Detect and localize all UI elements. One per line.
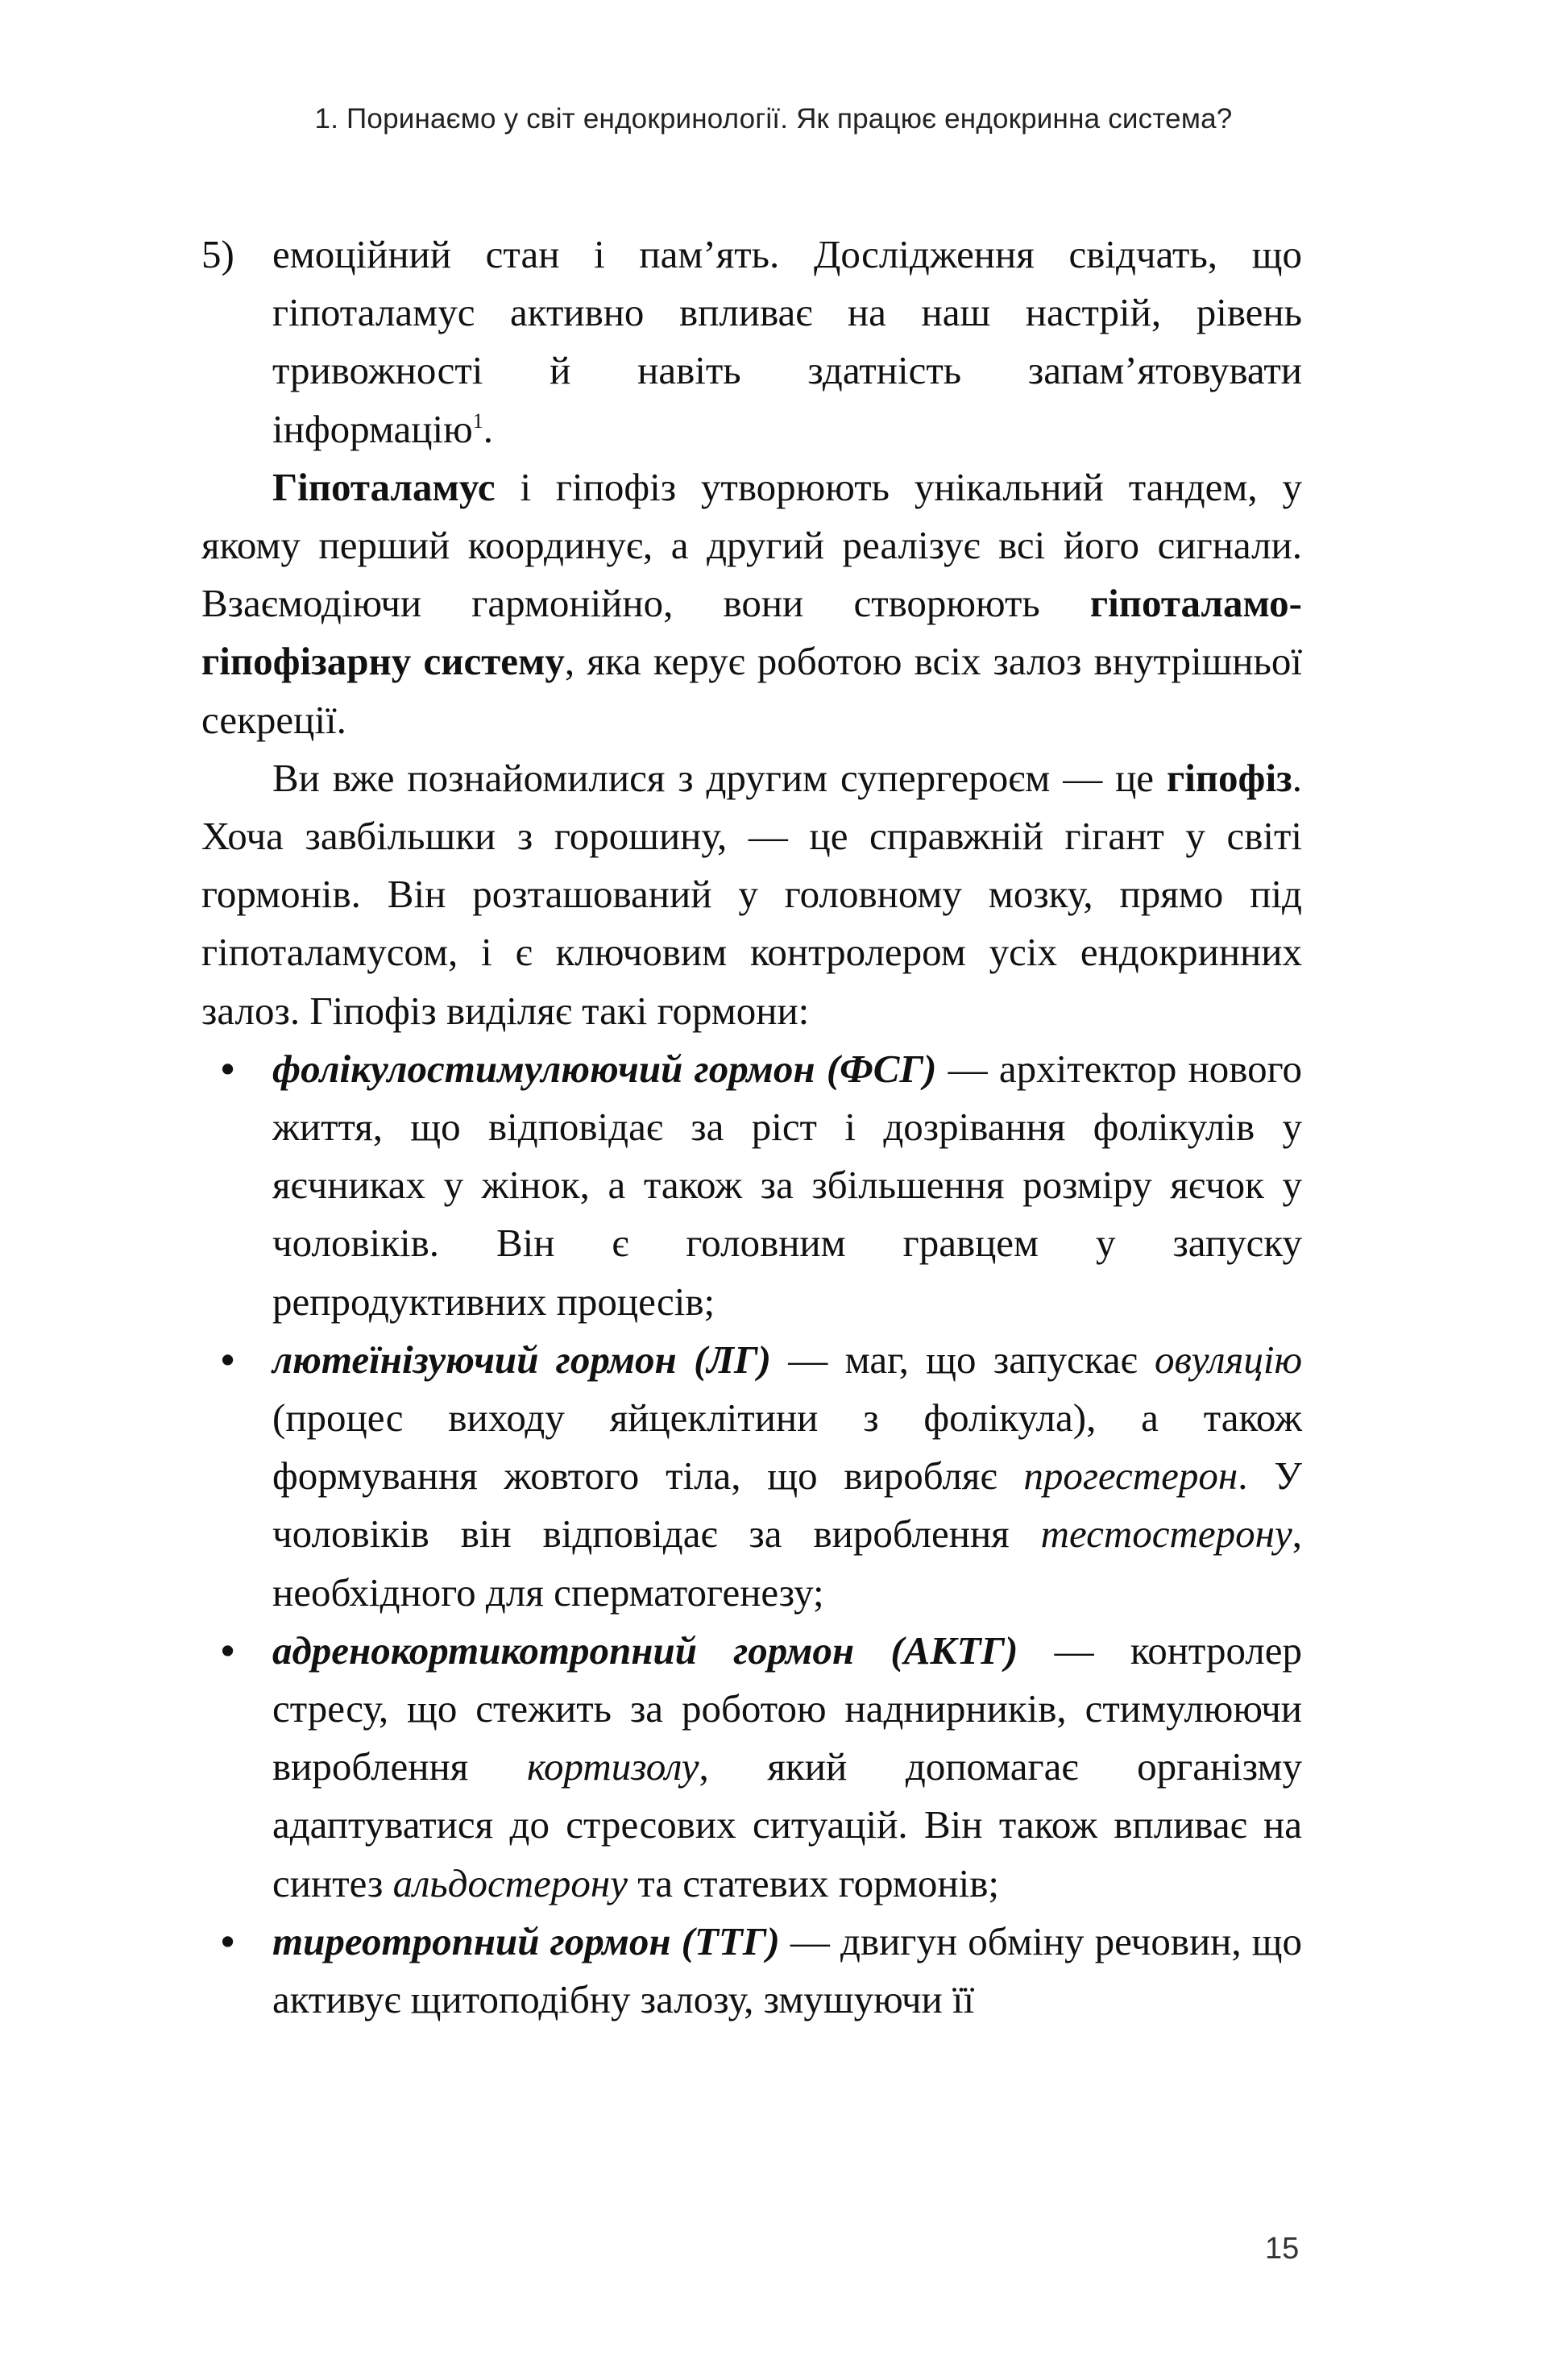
italic-term: кортизолу — [526, 1744, 699, 1789]
hormone-list — [201, 1040, 1302, 2029]
bold-term-pituitary: гіпофіз — [1166, 755, 1292, 800]
bold-term-hypothalamus: Гіпоталамус — [272, 464, 496, 509]
italic-term: овуляцію — [1154, 1337, 1302, 1382]
hormone-description: маг, що запускає — [844, 1337, 1155, 1382]
paragraph-text: і гіпофіз утворюють унікальний тандем, у якому перший координує, а другий реалізує всі його сигнали. Взаємодіючи гармонійно, вони створюють — [201, 464, 1302, 626]
hormone-description: , який допомагає організму адаптуватися до стресових ситуацій. Він також впливає на синтез — [272, 1744, 1302, 1905]
enum-marker: 5) — [201, 232, 234, 276]
hormone-description: архітектор нового життя, що відповідає за ріст і дозрівання фолікулів у яєчниках у жінок, а також за збільшення розміру яєчок у чоловіків. Він є головним гравцем у запуску репродуктивних процесів; — [272, 1046, 1302, 1324]
enum-item-end: . — [483, 406, 493, 451]
paragraph-text: . Хоча завбільшки з горошину, — це справжній гігант у світі гормонів. Він розташований у головному мозку, прямо під гіпоталамусом, і є ключовим контролером усіх ендокринних залоз. Гіпофіз виділяє такі гормони: — [201, 755, 1302, 1033]
paragraph-hypothalamus — [201, 458, 1302, 749]
list-item-tsh — [201, 1913, 1302, 2029]
list-item-lh — [201, 1331, 1302, 1622]
hormone-term: тиреотропний гормон (ТТГ) — [272, 1918, 780, 1963]
enumerated-item-5 — [201, 226, 1302, 458]
italic-term: прогестерон — [1023, 1453, 1238, 1499]
page-body — [201, 226, 1302, 2029]
running-head: 1. Поринаємо у світ ендокринології. Як працює ендокринна система? — [314, 103, 1233, 135]
bullet-icon: • — [221, 1337, 235, 1382]
em-dash: — — [1018, 1627, 1130, 1673]
hormone-description: двигун обміну речовин, що активує щитоподібну залозу, змушуючи її — [272, 1918, 1302, 2022]
hormone-description: (процес виходу яйцеклітини з фолікула), а також формування жовтого тіла, що виробляє — [272, 1395, 1302, 1499]
footnote-reference[interactable]: 1 — [472, 408, 483, 433]
bullet-icon: • — [221, 1046, 235, 1091]
page-number: 15 — [1265, 2232, 1300, 2266]
paragraph-text: Ви вже познайомилися з другим супергероєм — це — [272, 755, 1167, 800]
hormone-description: контролер стресу, що стежить за роботою наднирників, стимулюючи вироблення — [272, 1627, 1302, 1789]
bold-term-hpa-system: гіпоталамо-гіпофізарну систему — [201, 581, 1302, 684]
hormone-description: , необхідного для сперматогенезу; — [272, 1511, 1302, 1615]
hormone-description: та статевих гормонів; — [627, 1860, 999, 1905]
italic-term: тестостерону — [1040, 1511, 1292, 1557]
hormone-term: фолікулостимулюючий гормон (ФСГ) — [272, 1046, 937, 1091]
em-dash: — — [936, 1046, 999, 1091]
paragraph-text: , яка керує роботою всіх залоз внутрішньої секреції. — [201, 639, 1302, 742]
em-dash: — — [779, 1918, 841, 1963]
em-dash: — — [770, 1337, 845, 1382]
hormone-description: . У чоловіків він відповідає за вироблення — [272, 1453, 1302, 1557]
bullet-icon: • — [221, 1918, 235, 1963]
italic-term: альдостерону — [392, 1860, 628, 1905]
bullet-icon: • — [221, 1627, 235, 1673]
list-item-fsh — [201, 1040, 1302, 1331]
hormone-term: лютеїнізуючий гормон (ЛГ) — [272, 1337, 771, 1382]
list-item-acth — [201, 1622, 1302, 1913]
hormone-term: адренокортикотропний гормон (АКТГ) — [272, 1627, 1018, 1673]
enum-item-text: емоційний стан і пам’ять. Дослідження свідчать, що гіпоталамус активно впливає на наш настрій, рівень тривожності й навіть здатність запам’ятовувати інформацію — [272, 232, 1302, 451]
paragraph-pituitary — [201, 749, 1302, 1040]
